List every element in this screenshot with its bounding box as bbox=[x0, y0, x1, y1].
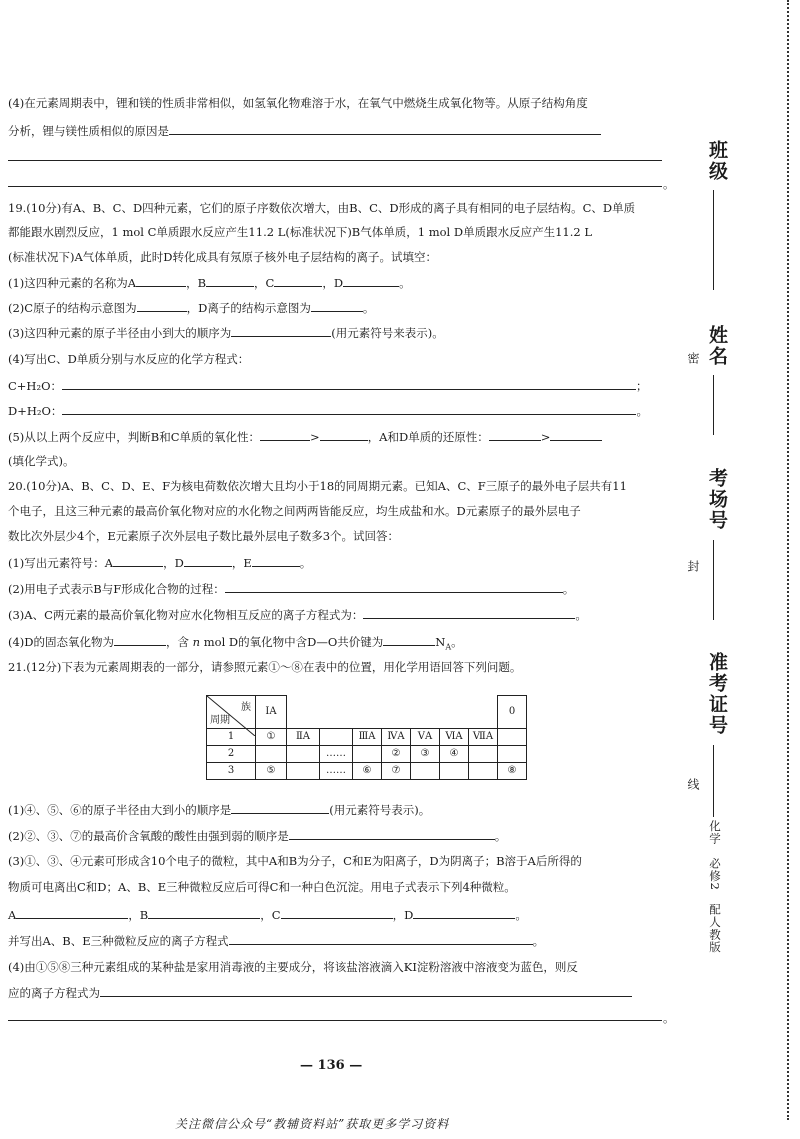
table-cell: ① bbox=[256, 728, 287, 745]
q19-line1: 19.(10分)有A、B、C、D四种元素，它们的原子序数依次增大，由B、C、D形成的离子具有相同的电子层结构。C、D单质 bbox=[8, 201, 636, 215]
table-cell bbox=[469, 745, 498, 762]
answer-blank[interactable] bbox=[260, 428, 310, 441]
table-row bbox=[207, 745, 527, 762]
table-cell: ⅣA bbox=[382, 728, 411, 745]
seal-mark: 密 bbox=[686, 352, 700, 364]
class-field[interactable] bbox=[713, 190, 714, 290]
table-cell: …… bbox=[320, 762, 353, 779]
group-0-header: 0 bbox=[498, 696, 527, 729]
q19-eq1: C+H₂O： ； bbox=[8, 379, 648, 393]
exam-room-label: 考场号 bbox=[706, 468, 728, 531]
exam-page bbox=[8, 0, 675, 1139]
answer-blank[interactable] bbox=[252, 554, 300, 567]
q19-line2: 都能跟水剧烈反应，1 mol C单质跟水反应产生11.2 L(标准状况下)B气体单质，1 mol D单质跟水反应产生11.2 L bbox=[8, 225, 593, 239]
period-mark: 。 bbox=[663, 177, 675, 191]
q19-line3: (标准状况下)A气体单质，此时D转化成具有氖原子核外电子层结构的离子。试填空： bbox=[8, 250, 437, 264]
q19-eq2: D+H₂O： 。 bbox=[8, 404, 648, 418]
subject-label: 化学 必修2 配人教版 bbox=[708, 820, 722, 954]
group-1a-header: ⅠA bbox=[256, 696, 287, 729]
answer-blank[interactable] bbox=[136, 274, 186, 287]
q21-part4-line2: 应的离子方程式为 bbox=[8, 984, 632, 1001]
table-cell bbox=[256, 745, 287, 762]
answer-blank[interactable] bbox=[383, 633, 435, 646]
answer-blank[interactable] bbox=[311, 299, 363, 312]
period-label: 3 bbox=[207, 762, 256, 779]
q20-line2: 个电子，且这三种元素的最高价氧化物对应的水化物之间两两皆能反应，均生成盐和水。D元素原子的最外层电子 bbox=[8, 504, 581, 518]
table-cell: ⅢA bbox=[353, 728, 382, 745]
table-cell: ⅥA bbox=[440, 728, 469, 745]
table-cell: ⅤA bbox=[411, 728, 440, 745]
table-cell bbox=[440, 762, 469, 779]
answer-blank[interactable] bbox=[62, 377, 636, 390]
q19-part3: (3)这四种元素的原子半径由小到大的顺序为 (用元素符号来表示)。 bbox=[8, 326, 444, 340]
q21-part1: (1)④、⑤、⑥的原子半径由大到小的顺序是 (用元素符号表示)。 bbox=[8, 803, 431, 817]
table-cell bbox=[353, 745, 382, 762]
q21-part4-line1: (4)由①⑤⑧三种元素组成的某种盐是家用消毒液的主要成分，将该盐溶液滴入KI淀粉溶液中溶液变为蓝色，则反 bbox=[8, 960, 578, 974]
q21-part2: (2)②、③、⑦的最高价含氧酸的酸性由强到弱的顺序是 。 bbox=[8, 829, 507, 843]
answer-blank[interactable] bbox=[274, 274, 322, 287]
q19-part1: (1)这四种元素的名称为A ，B ，C ，D 。 bbox=[8, 276, 411, 290]
table-cell bbox=[498, 728, 527, 745]
table-cell bbox=[498, 745, 527, 762]
answer-blank[interactable] bbox=[114, 633, 166, 646]
q20-part3: (3)A、C两元素的最高价氧化物对应水化物相互反应的离子方程式为： 。 bbox=[8, 608, 587, 622]
name-label: 姓名 bbox=[706, 325, 728, 367]
q20-line3: 数比次外层少4个，E元素原子次外层电子数比最外层电子数多3个。试回答： bbox=[8, 529, 400, 543]
answer-blank[interactable] bbox=[363, 606, 575, 619]
table-cell bbox=[469, 762, 498, 779]
q19-part5: (5)从以上两个反应中，判断B和C单质的氧化性： > ，A和D单质的还原性： > bbox=[8, 428, 602, 445]
table-cell: …… bbox=[320, 745, 353, 762]
table-cell: ⑧ bbox=[498, 762, 527, 779]
table-cell: ⅦA bbox=[469, 728, 498, 745]
periodic-table bbox=[206, 695, 527, 780]
answer-blank[interactable] bbox=[225, 580, 563, 593]
answer-line[interactable] bbox=[8, 186, 662, 187]
q21-part3-line1: (3)①、③、④元素可形成含10个电子的微粒，其中A和B为分子，C和E为阳离子，D为阴离子；B溶于A后所得的 bbox=[8, 854, 582, 868]
answer-line[interactable] bbox=[8, 160, 662, 161]
exam-room-field[interactable] bbox=[713, 540, 714, 620]
table-cell bbox=[287, 762, 320, 779]
exam-id-label: 准考证号 bbox=[706, 652, 728, 736]
answer-blank[interactable] bbox=[320, 428, 368, 441]
header-group-label: 族 bbox=[241, 702, 251, 713]
answer-blank[interactable] bbox=[231, 324, 331, 337]
answer-blank[interactable] bbox=[206, 274, 254, 287]
period-mark: 。 bbox=[663, 1011, 675, 1025]
q19-part4: (4)写出C、D单质分别与水反应的化学方程式： bbox=[8, 352, 250, 366]
q21-part3-equation: 并写出A、B、E三种微粒反应的离子方程式 。 bbox=[8, 934, 545, 948]
table-cell: ⅡA bbox=[287, 728, 320, 745]
table-row bbox=[207, 762, 527, 779]
table-cell: ② bbox=[382, 745, 411, 762]
class-label: 班级 bbox=[706, 140, 728, 182]
answer-blank[interactable] bbox=[550, 428, 602, 441]
q21-part3-line2: 物质可电离出C和D；A、B、E三种微粒反应后可得C和一种白色沉淀。用电子式表示下列4种微粒。 bbox=[8, 880, 516, 894]
period-label: 1 bbox=[207, 728, 256, 745]
answer-blank[interactable] bbox=[169, 122, 601, 135]
answer-blank[interactable] bbox=[62, 402, 636, 415]
q21-line1: 21.(12分)下表为元素周期表的一部分，请参照元素①～⑧在表中的位置，用化学用语回答下列问题。 bbox=[8, 660, 522, 674]
q20-part1: (1)写出元素符号：A ，D ，E 。 bbox=[8, 556, 312, 570]
table-gap bbox=[287, 712, 498, 729]
footer-note: 关注微信公众号“教辅资料站”获取更多学习资料 bbox=[175, 1117, 450, 1131]
table-cell: ⑦ bbox=[382, 762, 411, 779]
answer-blank[interactable] bbox=[184, 554, 232, 567]
answer-blank[interactable] bbox=[489, 428, 541, 441]
table-cell: ⑤ bbox=[256, 762, 287, 779]
q20-line1: 20.(10分)A、B、C、D、E、F为核电荷数依次增大且均小于18的同周期元素。已知A、C、F三原子的最外电子层共有11 bbox=[8, 479, 627, 493]
q21-part3-blanks: A ，B ，C ，D 。 bbox=[8, 908, 527, 922]
table-cell: ⑥ bbox=[353, 762, 382, 779]
table-corner bbox=[207, 696, 256, 729]
name-field[interactable] bbox=[713, 375, 714, 435]
q19-part2: (2)C原子的结构示意图为 ，D离子的结构示意图为 。 bbox=[8, 301, 375, 315]
table-cell: ③ bbox=[411, 745, 440, 762]
seal-mark: 线 bbox=[686, 778, 700, 790]
cut-line bbox=[787, 0, 789, 1120]
q18-4-line2: 分析，锂与镁性质相似的原因是 bbox=[8, 122, 601, 139]
answer-blank[interactable] bbox=[343, 274, 399, 287]
q20-part4: (4)D的固态氧化物为 ，含 n mol D的氧化物中含D—O共价键为 $N_A$。 bbox=[8, 635, 463, 652]
table-gap bbox=[287, 696, 498, 712]
exam-id-field[interactable] bbox=[713, 745, 714, 817]
table-cell bbox=[411, 762, 440, 779]
q20-part2: (2)用电子式表示B与F形成化合物的过程： 。 bbox=[8, 582, 575, 596]
q19-part5-end: (填化学式)。 bbox=[8, 454, 75, 468]
answer-blank[interactable] bbox=[113, 554, 163, 567]
page-number: — 136 — bbox=[300, 1058, 363, 1073]
seal-mark: 封 bbox=[686, 560, 700, 572]
q18-4-line1: (4)在元素周期表中，锂和镁的性质非常相似，如氢氧化物难溶于水，在氧气中燃烧生成氧化物等。从原子结构角度 bbox=[8, 96, 588, 110]
period-label: 2 bbox=[207, 745, 256, 762]
table-cell bbox=[287, 745, 320, 762]
table-cell: ④ bbox=[440, 745, 469, 762]
header-period-label: 周期 bbox=[210, 714, 230, 726]
table-cell bbox=[320, 728, 353, 745]
answer-blank[interactable] bbox=[137, 299, 187, 312]
